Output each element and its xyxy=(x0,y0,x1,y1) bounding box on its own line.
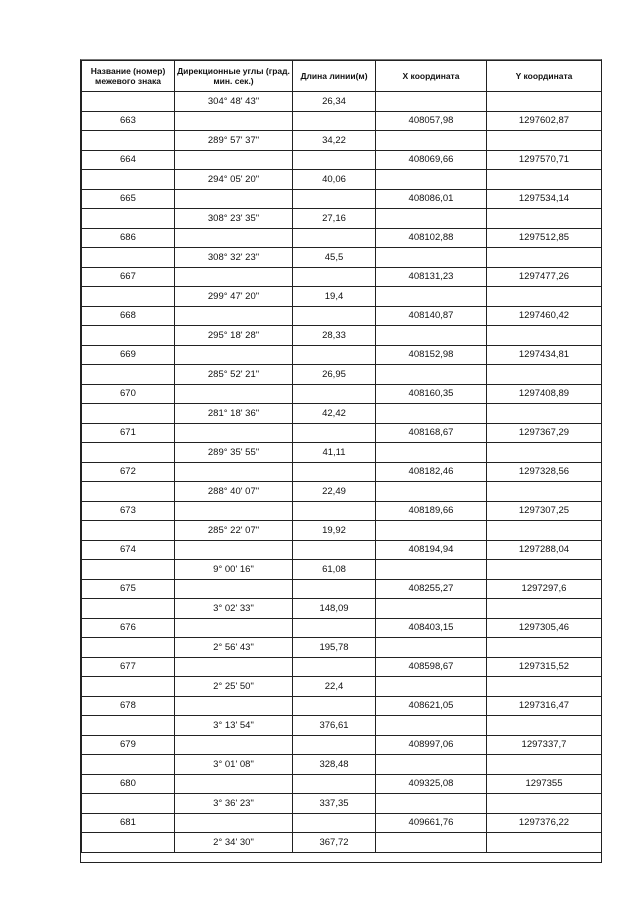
cell-x-coordinate xyxy=(376,833,487,853)
cell-direction-angle xyxy=(175,657,293,677)
cell-x-coordinate: 408069,66 xyxy=(376,150,487,170)
table-row xyxy=(82,267,602,287)
cell-mark-name xyxy=(82,560,175,580)
table-body xyxy=(82,92,602,853)
cell-y-coordinate xyxy=(487,521,602,541)
cell-mark-name xyxy=(82,287,175,307)
cell-mark-name: 672 xyxy=(82,462,175,482)
cell-direction-angle: 289° 35' 55" xyxy=(175,443,293,463)
cell-line-length xyxy=(293,579,376,599)
cell-line-length xyxy=(293,345,376,365)
cell-direction-angle xyxy=(175,267,293,287)
cell-direction-angle: 285° 22' 07" xyxy=(175,521,293,541)
cell-line-length: 27,16 xyxy=(293,209,376,229)
cell-direction-angle xyxy=(175,774,293,794)
cell-y-coordinate: 1297534,14 xyxy=(487,189,602,209)
cell-direction-angle: 281° 18' 36" xyxy=(175,404,293,424)
cell-y-coordinate: 1297328,56 xyxy=(487,462,602,482)
table-row xyxy=(82,228,602,248)
cell-mark-name: 664 xyxy=(82,150,175,170)
table-row xyxy=(82,774,602,794)
cell-line-length: 367,72 xyxy=(293,833,376,853)
cell-x-coordinate: 408086,01 xyxy=(376,189,487,209)
cell-x-coordinate xyxy=(376,92,487,112)
table-row xyxy=(82,560,602,580)
cell-mark-name: 665 xyxy=(82,189,175,209)
cell-y-coordinate: 1297337,7 xyxy=(487,735,602,755)
cell-x-coordinate: 408255,27 xyxy=(376,579,487,599)
cell-direction-angle: 295° 18' 28" xyxy=(175,326,293,346)
cell-y-coordinate: 1297355 xyxy=(487,774,602,794)
cell-y-coordinate xyxy=(487,482,602,502)
cell-y-coordinate xyxy=(487,92,602,112)
cell-direction-angle xyxy=(175,345,293,365)
cell-direction-angle: 304° 48' 43" xyxy=(175,92,293,112)
cell-mark-name xyxy=(82,92,175,112)
cell-direction-angle xyxy=(175,813,293,833)
table-row xyxy=(82,92,602,112)
table-row xyxy=(82,599,602,619)
cell-line-length xyxy=(293,111,376,131)
cell-line-length xyxy=(293,306,376,326)
table-row xyxy=(82,423,602,443)
cell-y-coordinate xyxy=(487,599,602,619)
cell-line-length xyxy=(293,384,376,404)
table-row xyxy=(82,189,602,209)
cell-direction-angle xyxy=(175,540,293,560)
cell-x-coordinate xyxy=(376,560,487,580)
cell-line-length xyxy=(293,150,376,170)
cell-y-coordinate xyxy=(487,755,602,775)
cell-y-coordinate xyxy=(487,170,602,190)
cell-x-coordinate xyxy=(376,521,487,541)
cell-x-coordinate: 408182,46 xyxy=(376,462,487,482)
cell-line-length xyxy=(293,228,376,248)
cell-line-length xyxy=(293,189,376,209)
table-row xyxy=(82,521,602,541)
cell-x-coordinate: 408131,23 xyxy=(376,267,487,287)
cell-x-coordinate: 408621,05 xyxy=(376,696,487,716)
cell-line-length xyxy=(293,657,376,677)
cell-x-coordinate: 408189,66 xyxy=(376,501,487,521)
cell-mark-name xyxy=(82,248,175,268)
cell-y-coordinate xyxy=(487,404,602,424)
cell-mark-name: 678 xyxy=(82,696,175,716)
cell-mark-name: 670 xyxy=(82,384,175,404)
cell-y-coordinate xyxy=(487,443,602,463)
cell-mark-name: 673 xyxy=(82,501,175,521)
table-row xyxy=(82,735,602,755)
header-x-coordinate: X координата xyxy=(376,61,487,92)
table-row xyxy=(82,833,602,853)
table-row xyxy=(82,501,602,521)
cell-x-coordinate: 408194,94 xyxy=(376,540,487,560)
cell-line-length: 22,49 xyxy=(293,482,376,502)
cell-mark-name xyxy=(82,833,175,853)
table-row xyxy=(82,345,602,365)
cell-direction-angle xyxy=(175,228,293,248)
cell-mark-name: 675 xyxy=(82,579,175,599)
cell-mark-name: 677 xyxy=(82,657,175,677)
cell-direction-angle xyxy=(175,384,293,404)
cell-mark-name xyxy=(82,599,175,619)
cell-direction-angle: 308° 32' 23" xyxy=(175,248,293,268)
cell-line-length: 41,11 xyxy=(293,443,376,463)
table-row xyxy=(82,170,602,190)
table-row xyxy=(82,755,602,775)
table-row xyxy=(82,384,602,404)
cell-line-length: 195,78 xyxy=(293,638,376,658)
header-mark-name: Название (номер) межевого знака xyxy=(82,61,175,92)
cell-line-length xyxy=(293,423,376,443)
cell-y-coordinate: 1297315,52 xyxy=(487,657,602,677)
table-row xyxy=(82,462,602,482)
cell-line-length: 376,61 xyxy=(293,716,376,736)
cell-line-length xyxy=(293,735,376,755)
cell-mark-name: 669 xyxy=(82,345,175,365)
cell-line-length: 45,5 xyxy=(293,248,376,268)
cell-direction-angle: 3° 01' 08" xyxy=(175,755,293,775)
cell-direction-angle xyxy=(175,189,293,209)
cell-line-length: 42,42 xyxy=(293,404,376,424)
cell-y-coordinate: 1297307,25 xyxy=(487,501,602,521)
cell-mark-name xyxy=(82,404,175,424)
cell-mark-name xyxy=(82,170,175,190)
cell-y-coordinate: 1297477,26 xyxy=(487,267,602,287)
table-row xyxy=(82,131,602,151)
table-row xyxy=(82,482,602,502)
cell-x-coordinate: 408168,67 xyxy=(376,423,487,443)
cell-direction-angle: 3° 36' 23" xyxy=(175,794,293,814)
cell-direction-angle: 3° 02' 33" xyxy=(175,599,293,619)
cell-y-coordinate xyxy=(487,209,602,229)
cell-y-coordinate xyxy=(487,833,602,853)
cell-x-coordinate: 408598,67 xyxy=(376,657,487,677)
cell-mark-name xyxy=(82,521,175,541)
cell-x-coordinate: 409661,76 xyxy=(376,813,487,833)
cell-mark-name xyxy=(82,365,175,385)
table-row xyxy=(82,638,602,658)
table-row xyxy=(82,794,602,814)
cell-direction-angle: 9° 00' 16" xyxy=(175,560,293,580)
cell-x-coordinate: 408997,06 xyxy=(376,735,487,755)
cell-y-coordinate: 1297408,89 xyxy=(487,384,602,404)
cell-direction-angle: 285° 52' 21" xyxy=(175,365,293,385)
cell-mark-name xyxy=(82,482,175,502)
cell-direction-angle xyxy=(175,696,293,716)
cell-y-coordinate: 1297288,04 xyxy=(487,540,602,560)
table-row xyxy=(82,111,602,131)
cell-y-coordinate xyxy=(487,716,602,736)
cell-x-coordinate: 408057,98 xyxy=(376,111,487,131)
cell-direction-angle: 3° 13' 54" xyxy=(175,716,293,736)
cell-x-coordinate xyxy=(376,131,487,151)
coordinates-table xyxy=(81,60,602,853)
cell-x-coordinate: 408102,88 xyxy=(376,228,487,248)
cell-direction-angle: 289° 57' 37" xyxy=(175,131,293,151)
table-row xyxy=(82,287,602,307)
cell-line-length xyxy=(293,774,376,794)
cell-y-coordinate xyxy=(487,131,602,151)
cell-mark-name: 679 xyxy=(82,735,175,755)
cell-line-length: 26,34 xyxy=(293,92,376,112)
cell-line-length xyxy=(293,618,376,638)
cell-line-length xyxy=(293,696,376,716)
cell-direction-angle: 288° 40' 07" xyxy=(175,482,293,502)
cell-line-length: 22,4 xyxy=(293,677,376,697)
cell-x-coordinate: 408152,98 xyxy=(376,345,487,365)
cell-mark-name: 681 xyxy=(82,813,175,833)
cell-direction-angle xyxy=(175,111,293,131)
cell-line-length xyxy=(293,267,376,287)
cell-x-coordinate xyxy=(376,326,487,346)
cell-mark-name xyxy=(82,677,175,697)
table-row xyxy=(82,248,602,268)
cell-line-length: 61,08 xyxy=(293,560,376,580)
table-row xyxy=(82,209,602,229)
table-row xyxy=(82,443,602,463)
cell-mark-name: 671 xyxy=(82,423,175,443)
cell-x-coordinate xyxy=(376,365,487,385)
cell-x-coordinate xyxy=(376,677,487,697)
table-row xyxy=(82,618,602,638)
cell-line-length: 337,35 xyxy=(293,794,376,814)
cell-y-coordinate: 1297305,46 xyxy=(487,618,602,638)
cell-x-coordinate xyxy=(376,404,487,424)
cell-mark-name: 674 xyxy=(82,540,175,560)
cell-y-coordinate xyxy=(487,287,602,307)
cell-y-coordinate: 1297460,42 xyxy=(487,306,602,326)
cell-line-length: 19,4 xyxy=(293,287,376,307)
cell-line-length: 148,09 xyxy=(293,599,376,619)
cell-y-coordinate: 1297434,81 xyxy=(487,345,602,365)
header-line-length: Длина линии(м) xyxy=(293,61,376,92)
cell-line-length: 28,33 xyxy=(293,326,376,346)
cell-mark-name xyxy=(82,716,175,736)
cell-line-length xyxy=(293,501,376,521)
cell-x-coordinate xyxy=(376,443,487,463)
cell-x-coordinate xyxy=(376,482,487,502)
cell-mark-name: 676 xyxy=(82,618,175,638)
header-direction-angle: Дирекционные углы (град. мин. сек.) xyxy=(175,61,293,92)
cell-x-coordinate: 408403,15 xyxy=(376,618,487,638)
cell-y-coordinate xyxy=(487,560,602,580)
cell-mark-name xyxy=(82,794,175,814)
cell-mark-name: 667 xyxy=(82,267,175,287)
cell-y-coordinate xyxy=(487,365,602,385)
cell-x-coordinate: 408140,87 xyxy=(376,306,487,326)
cell-x-coordinate: 409325,08 xyxy=(376,774,487,794)
cell-direction-angle xyxy=(175,501,293,521)
cell-mark-name xyxy=(82,131,175,151)
cell-direction-angle xyxy=(175,735,293,755)
cell-line-length: 328,48 xyxy=(293,755,376,775)
table-row xyxy=(82,404,602,424)
cell-direction-angle xyxy=(175,306,293,326)
cell-y-coordinate: 1297512,85 xyxy=(487,228,602,248)
cell-x-coordinate xyxy=(376,794,487,814)
cell-x-coordinate xyxy=(376,755,487,775)
cell-mark-name xyxy=(82,209,175,229)
cell-line-length xyxy=(293,813,376,833)
cell-y-coordinate xyxy=(487,638,602,658)
cell-y-coordinate: 1297367,29 xyxy=(487,423,602,443)
table-row xyxy=(82,657,602,677)
cell-direction-angle xyxy=(175,618,293,638)
cell-direction-angle xyxy=(175,462,293,482)
cell-x-coordinate xyxy=(376,287,487,307)
cell-direction-angle: 308° 23' 35" xyxy=(175,209,293,229)
table-row xyxy=(82,326,602,346)
cell-x-coordinate xyxy=(376,599,487,619)
cell-x-coordinate xyxy=(376,248,487,268)
table-row xyxy=(82,150,602,170)
cell-y-coordinate xyxy=(487,248,602,268)
cell-line-length: 19,92 xyxy=(293,521,376,541)
cell-mark-name: 686 xyxy=(82,228,175,248)
cell-mark-name xyxy=(82,638,175,658)
cell-mark-name: 680 xyxy=(82,774,175,794)
cell-x-coordinate: 408160,35 xyxy=(376,384,487,404)
table-row xyxy=(82,696,602,716)
cell-y-coordinate: 1297316,47 xyxy=(487,696,602,716)
table-row xyxy=(82,540,602,560)
cell-line-length: 26,95 xyxy=(293,365,376,385)
cell-direction-angle: 294° 05' 20" xyxy=(175,170,293,190)
header-y-coordinate: Y координата xyxy=(487,61,602,92)
cell-y-coordinate xyxy=(487,794,602,814)
cell-mark-name xyxy=(82,443,175,463)
cell-direction-angle: 2° 34' 30" xyxy=(175,833,293,853)
table-row xyxy=(82,813,602,833)
cell-direction-angle: 2° 56' 43" xyxy=(175,638,293,658)
table-header-row xyxy=(82,61,602,92)
cell-line-length xyxy=(293,462,376,482)
cell-mark-name xyxy=(82,755,175,775)
cell-line-length: 34,22 xyxy=(293,131,376,151)
cell-y-coordinate xyxy=(487,677,602,697)
cell-line-length: 40,06 xyxy=(293,170,376,190)
table-row xyxy=(82,579,602,599)
cell-mark-name xyxy=(82,326,175,346)
cell-mark-name: 668 xyxy=(82,306,175,326)
cell-y-coordinate: 1297376,22 xyxy=(487,813,602,833)
cell-direction-angle xyxy=(175,150,293,170)
cell-x-coordinate xyxy=(376,716,487,736)
table-row xyxy=(82,716,602,736)
cell-x-coordinate xyxy=(376,209,487,229)
cell-x-coordinate xyxy=(376,638,487,658)
cell-y-coordinate xyxy=(487,326,602,346)
cell-y-coordinate: 1297602,87 xyxy=(487,111,602,131)
cell-line-length xyxy=(293,540,376,560)
cell-y-coordinate: 1297297,6 xyxy=(487,579,602,599)
cell-x-coordinate xyxy=(376,170,487,190)
table-row xyxy=(82,677,602,697)
cell-direction-angle xyxy=(175,579,293,599)
table-row xyxy=(82,306,602,326)
cell-mark-name: 663 xyxy=(82,111,175,131)
cell-direction-angle xyxy=(175,423,293,443)
coordinates-table-sheet xyxy=(80,59,602,863)
table-row xyxy=(82,365,602,385)
cell-direction-angle: 2° 25' 50" xyxy=(175,677,293,697)
cell-direction-angle: 299° 47' 20" xyxy=(175,287,293,307)
cell-y-coordinate: 1297570,71 xyxy=(487,150,602,170)
